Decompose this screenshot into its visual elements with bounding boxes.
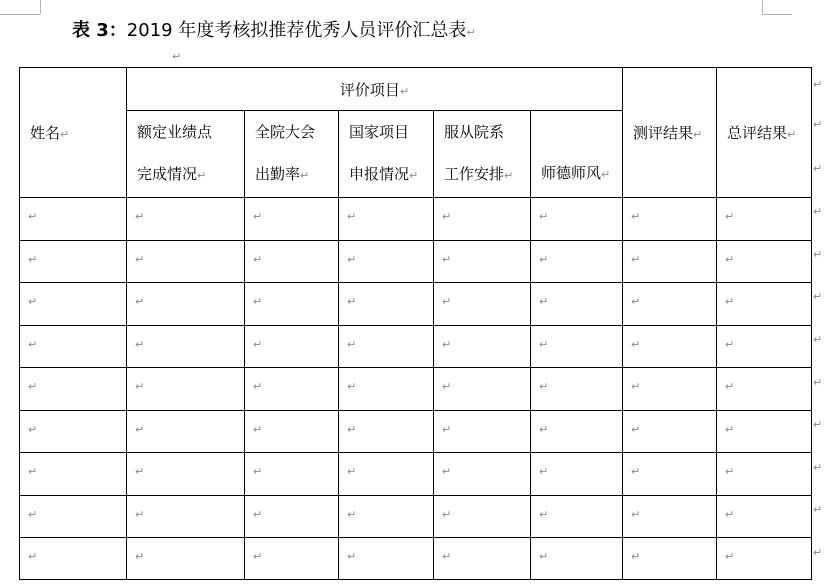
table-cell[interactable] — [339, 198, 434, 241]
table-cell[interactable] — [245, 411, 339, 453]
paragraph-mark: ↵ — [539, 549, 549, 563]
paragraph-mark: ↵ — [135, 337, 145, 351]
paragraph-mark: ↵ — [347, 465, 357, 478]
paragraph-mark: ↵ — [253, 549, 263, 563]
table-cell[interactable] — [434, 198, 531, 241]
table-cell[interactable] — [531, 198, 623, 241]
paragraph-mark: ↵ — [693, 128, 703, 141]
table-cell[interactable] — [245, 326, 339, 368]
paragraph-mark: ↵ — [813, 248, 823, 261]
table-cell[interactable] — [717, 453, 812, 496]
evaluation-summary-table — [19, 67, 812, 580]
paragraph-mark: ↵ — [725, 422, 735, 436]
table-cell[interactable] — [339, 326, 434, 368]
paragraph-mark: ↵ — [442, 380, 452, 393]
table-row — [20, 453, 812, 496]
paragraph-mark: ↵ — [135, 507, 145, 521]
table-cell[interactable] — [339, 411, 434, 453]
table-cell[interactable] — [717, 538, 812, 580]
item-3-line1: 国家项目 — [349, 123, 410, 141]
paragraph-mark: ↵ — [813, 205, 823, 218]
paragraph-mark: ↵ — [601, 167, 611, 181]
table-row — [20, 538, 812, 580]
table-cell[interactable] — [20, 326, 127, 368]
table-body — [20, 198, 812, 580]
table-cell[interactable] — [717, 496, 812, 538]
table-cell[interactable] — [434, 411, 531, 453]
paragraph-mark: ↵ — [135, 380, 145, 393]
paragraph-mark: ↵ — [725, 210, 735, 223]
paragraph-mark: ↵ — [539, 337, 549, 351]
paragraph-mark: ↵ — [725, 507, 735, 521]
paragraph-mark: ↵ — [631, 422, 641, 436]
table-row — [20, 368, 812, 411]
paragraph-mark: ↵ — [725, 295, 735, 308]
table-cell[interactable] — [127, 538, 245, 580]
paragraph-mark: ↵ — [442, 422, 452, 436]
paragraph-mark: ↵ — [28, 549, 38, 563]
header-cell-total-result — [717, 68, 812, 198]
paragraph-mark: ↵ — [725, 252, 735, 266]
title-text: 2019 年度考核拟推荐优秀人员评价汇总表 — [126, 20, 467, 41]
paragraph-mark: ↵ — [442, 337, 452, 351]
table-cell[interactable] — [623, 326, 717, 368]
paragraph-mark: ↵ — [28, 507, 38, 521]
paragraph-mark: ↵ — [347, 380, 357, 393]
item-1-line2: 完成情况 — [137, 165, 198, 183]
table-cell[interactable] — [245, 198, 339, 241]
paragraph-mark: ↵ — [253, 295, 263, 308]
paragraph-mark: ↵ — [631, 252, 641, 266]
table-cell[interactable] — [339, 241, 434, 283]
paragraph-mark: ↵ — [813, 290, 823, 303]
paragraph-mark: ↵ — [28, 252, 38, 266]
paragraph-mark: ↵ — [539, 422, 549, 436]
header-cell-item-1 — [127, 111, 245, 198]
paragraph-mark: ↵ — [725, 465, 735, 478]
paragraph-mark: ↵ — [442, 465, 452, 478]
item-1-line1: 额定业绩点 — [137, 123, 213, 141]
paragraph-mark: ↵ — [813, 418, 823, 431]
table-cell[interactable] — [127, 326, 245, 368]
paragraph-mark: ↵ — [813, 376, 823, 389]
table-cell[interactable] — [127, 283, 245, 326]
table-cell[interactable] — [127, 453, 245, 496]
table-cell[interactable] — [339, 453, 434, 496]
paragraph-mark: ↵ — [631, 210, 641, 223]
paragraph-mark: ↵ — [813, 162, 823, 175]
paragraph-mark: ↵ — [725, 380, 735, 393]
paragraph-mark: ↵ — [631, 507, 641, 521]
paragraph-mark: ↵ — [631, 380, 641, 393]
table-cell[interactable] — [127, 368, 245, 411]
table-cell[interactable] — [434, 368, 531, 411]
paragraph-mark: ↵ — [539, 507, 549, 521]
table-cell[interactable] — [531, 326, 623, 368]
paragraph-mark: ↵ — [28, 465, 38, 478]
table-cell[interactable] — [434, 283, 531, 326]
table-cell[interactable] — [531, 411, 623, 453]
paragraph-mark: ↵ — [813, 503, 823, 516]
table-cell[interactable] — [20, 198, 127, 241]
crop-mark-top-left-v — [40, 0, 41, 14]
paragraph-mark: ↵ — [539, 295, 549, 308]
paragraph-mark: ↵ — [725, 337, 735, 351]
table-cell[interactable] — [531, 283, 623, 326]
paragraph-mark: ↵ — [253, 507, 263, 521]
table-cell[interactable] — [434, 241, 531, 283]
table-cell[interactable] — [20, 411, 127, 453]
paragraph-mark: ↵ — [787, 128, 797, 141]
table-cell[interactable] — [623, 538, 717, 580]
header-cell-group — [127, 68, 623, 111]
table-cell[interactable] — [531, 368, 623, 411]
paragraph-mark: ↵ — [347, 549, 357, 563]
item-4-line2: 工作安排 — [444, 165, 505, 183]
item-2-line1: 全院大会 — [255, 123, 316, 141]
paragraph-mark: ↵ — [539, 252, 549, 266]
table-cell[interactable] — [717, 198, 812, 241]
header-test-result: 测评结果 — [633, 124, 694, 142]
table-cell[interactable] — [717, 368, 812, 411]
header-group: 评价项目 — [339, 80, 400, 99]
table-cell[interactable] — [20, 241, 127, 283]
paragraph-mark: ↵ — [539, 465, 549, 478]
paragraph-mark: ↵ — [442, 252, 452, 266]
table-cell[interactable] — [717, 326, 812, 368]
paragraph-mark: ↵ — [172, 50, 182, 63]
table-row — [20, 326, 812, 368]
table-cell[interactable] — [531, 496, 623, 538]
table-cell[interactable] — [531, 453, 623, 496]
paragraph-mark: ↵ — [253, 252, 263, 266]
paragraph-mark: ↵ — [442, 507, 452, 521]
paragraph-mark: ↵ — [253, 465, 263, 478]
paragraph-mark: ↵ — [347, 295, 357, 308]
header-ethics: 师德师风 — [541, 163, 602, 182]
header-cell-item-3 — [339, 111, 434, 198]
paragraph-mark: ↵ — [504, 169, 514, 182]
paragraph-mark: ↵ — [253, 337, 263, 351]
paragraph-mark: ↵ — [347, 507, 357, 521]
table-cell[interactable] — [245, 453, 339, 496]
paragraph-mark: ↵ — [442, 295, 452, 308]
paragraph-mark: ↵ — [28, 210, 38, 223]
paragraph-mark: ↵ — [442, 549, 452, 563]
table-cell[interactable] — [339, 368, 434, 411]
item-4-line1: 服从院系 — [444, 123, 505, 141]
table-cell[interactable] — [127, 198, 245, 241]
item-3-line2: 申报情况 — [349, 165, 410, 183]
paragraph-mark: ↵ — [725, 549, 735, 563]
crop-mark-top-left-h — [0, 14, 40, 15]
paragraph-mark: ↵ — [28, 380, 38, 393]
paragraph-mark: ↵ — [813, 333, 823, 346]
table-cell[interactable] — [623, 368, 717, 411]
paragraph-mark: ↵ — [197, 169, 207, 182]
table-title — [72, 16, 476, 42]
table-cell[interactable] — [623, 411, 717, 453]
table-cell[interactable] — [434, 538, 531, 580]
paragraph-mark: ↵ — [409, 169, 419, 182]
table-cell[interactable] — [339, 538, 434, 580]
paragraph-mark: ↵ — [253, 210, 263, 223]
table-cell[interactable] — [245, 368, 339, 411]
crop-mark-top-right-h — [762, 14, 792, 15]
paragraph-mark: ↵ — [631, 337, 641, 351]
table-cell[interactable] — [245, 538, 339, 580]
table-cell[interactable] — [531, 538, 623, 580]
table-cell[interactable] — [434, 326, 531, 368]
table-cell[interactable] — [20, 453, 127, 496]
table-cell[interactable] — [717, 283, 812, 326]
table-row — [20, 496, 812, 538]
table-cell[interactable] — [339, 496, 434, 538]
header-total-result: 总评结果 — [727, 124, 788, 142]
paragraph-mark: ↵ — [347, 252, 357, 266]
paragraph-mark: ↵ — [631, 549, 641, 563]
paragraph-mark: ↵ — [253, 380, 263, 393]
paragraph-mark: ↵ — [60, 128, 70, 141]
table-cell[interactable] — [434, 496, 531, 538]
table-cell[interactable] — [717, 411, 812, 453]
paragraph-mark: ↵ — [347, 422, 357, 436]
table-cell[interactable] — [127, 241, 245, 283]
paragraph-mark: ↵ — [135, 295, 145, 308]
crop-mark-top-right-v — [762, 0, 763, 14]
header-cell-name — [20, 68, 127, 198]
table-cell[interactable] — [127, 411, 245, 453]
paragraph-mark: ↵ — [135, 210, 145, 223]
title-label: 表 3： — [72, 20, 127, 41]
paragraph-mark: ↵ — [466, 26, 476, 39]
paragraph-mark: ↵ — [135, 422, 145, 436]
header-cell-ethics — [531, 111, 623, 198]
header-cell-item-4 — [434, 111, 531, 198]
paragraph-mark: ↵ — [347, 210, 357, 223]
table-cell[interactable] — [245, 496, 339, 538]
table-row — [20, 241, 812, 283]
header-cell-test-result — [623, 68, 717, 198]
paragraph-mark: ↵ — [28, 422, 38, 436]
table-row — [20, 198, 812, 241]
table-cell[interactable] — [20, 283, 127, 326]
table-cell[interactable] — [434, 453, 531, 496]
table-cell[interactable] — [623, 283, 717, 326]
paragraph-mark: ↵ — [347, 337, 357, 351]
table-cell[interactable] — [623, 453, 717, 496]
paragraph-mark: ↵ — [539, 210, 549, 223]
table-cell[interactable] — [623, 241, 717, 283]
table-cell[interactable] — [623, 198, 717, 241]
paragraph-mark: ↵ — [631, 295, 641, 308]
paragraph-mark: ↵ — [135, 549, 145, 563]
header-name: 姓名 — [30, 124, 61, 142]
paragraph-mark: ↵ — [28, 295, 38, 308]
paragraph-mark: ↵ — [135, 465, 145, 478]
table-cell[interactable] — [127, 496, 245, 538]
table-row — [20, 283, 812, 326]
table-cell[interactable] — [623, 496, 717, 538]
paragraph-mark: ↵ — [253, 422, 263, 436]
paragraph-mark: ↵ — [28, 337, 38, 351]
item-2-line2: 出勤率 — [255, 165, 301, 183]
table-cell[interactable] — [20, 538, 127, 580]
table-cell[interactable] — [339, 283, 434, 326]
table-row — [20, 411, 812, 453]
paragraph-mark: ↵ — [631, 465, 641, 478]
paragraph-mark: ↵ — [539, 380, 549, 393]
table-cell[interactable] — [531, 241, 623, 283]
paragraph-mark: ↵ — [813, 546, 823, 559]
paragraph-mark: ↵ — [813, 461, 823, 474]
table-cell[interactable] — [20, 368, 127, 411]
paragraph-mark: ↵ — [813, 78, 823, 91]
paragraph-mark: ↵ — [813, 118, 823, 131]
paragraph-mark: ↵ — [399, 84, 410, 98]
table-cell[interactable] — [245, 241, 339, 283]
header-cell-item-2 — [245, 111, 339, 198]
paragraph-mark: ↵ — [135, 252, 145, 266]
table-cell[interactable] — [20, 496, 127, 538]
paragraph-mark: ↵ — [442, 210, 452, 223]
table-cell[interactable] — [717, 241, 812, 283]
paragraph-mark: ↵ — [300, 169, 310, 182]
table-cell[interactable] — [245, 283, 339, 326]
